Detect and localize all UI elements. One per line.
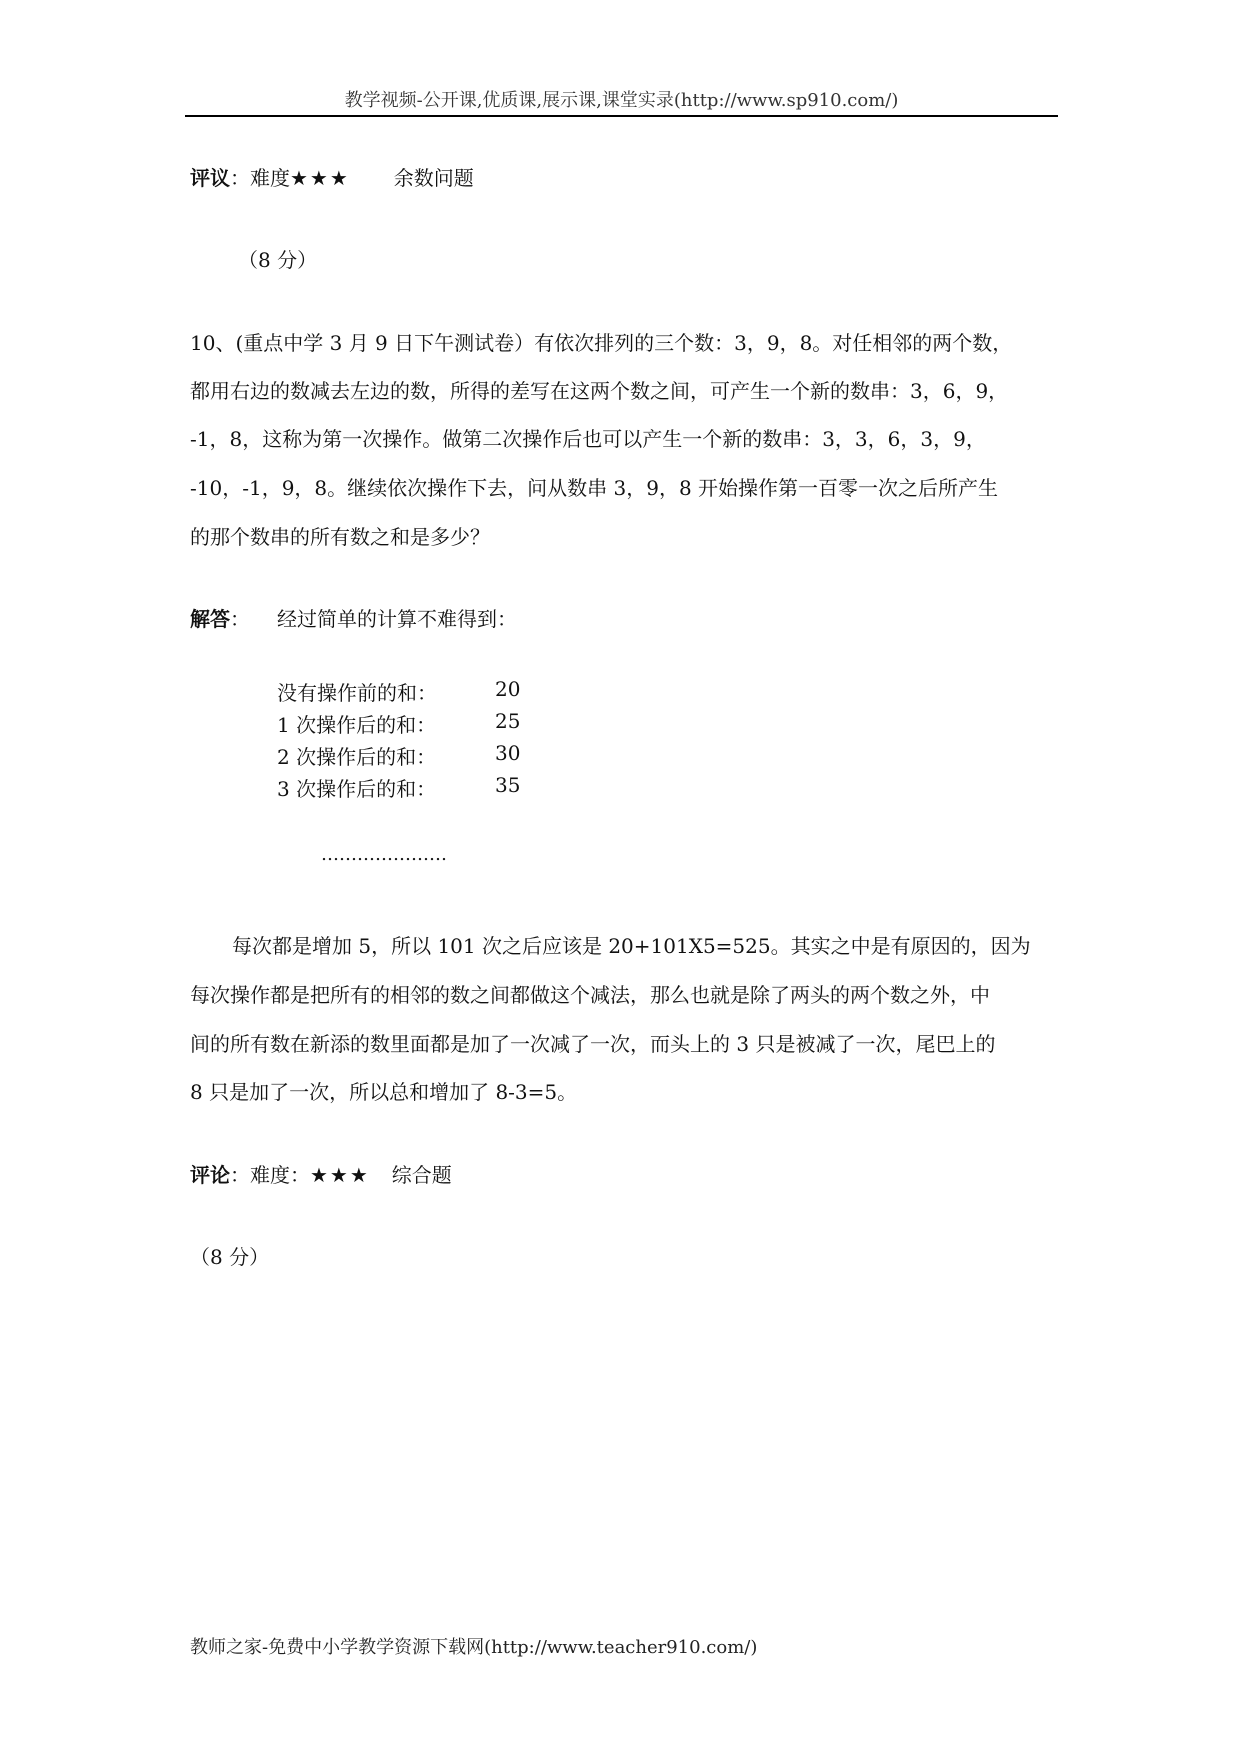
review-1-stars: ★★★ xyxy=(290,166,350,190)
review-2-stars: ★★★ xyxy=(310,1163,370,1187)
review-2-difficulty: 难度： xyxy=(250,1163,310,1187)
review-1-difficulty: 难度 xyxy=(250,166,290,190)
table-row-label: 1 次操作后的和： xyxy=(277,713,437,737)
table-row-label: 2 次操作后的和： xyxy=(277,745,437,769)
score-1: （8 分） xyxy=(238,248,318,272)
answer-label: 解答 xyxy=(190,607,230,631)
question-line-2: 都用右边的数减去左边的数，所得的差写在这两个数之间，可产生一个新的数串：3，6，9， xyxy=(190,379,1009,403)
answer-heading xyxy=(190,603,250,632)
review-1-topic: 余数问题 xyxy=(393,166,474,190)
explanation-line-2: 每次操作都是把所有的相邻的数之间都做这个减法，那么也就是除了两头的两个数之外，中 xyxy=(190,983,990,1007)
explanation-line-3: 间的所有数在新添的数里面都是加了一次减了一次，而头上的 3 只是被减了一次，尾巴上的 xyxy=(190,1032,996,1056)
review-2 xyxy=(190,1159,452,1188)
table-row-value: 25 xyxy=(495,709,521,733)
review-2-colon: ： xyxy=(230,1163,250,1187)
review-1 xyxy=(190,162,474,191)
score-2: （8 分） xyxy=(190,1245,270,1269)
review-2-topic: 综合题 xyxy=(391,1163,452,1187)
header-rule xyxy=(185,115,1058,117)
table-row-value: 30 xyxy=(495,741,521,765)
question-line-4: -10，-1，9，8。继续依次操作下去，问从数串 3，9，8 开始操作第一百零一次之后所产生 xyxy=(190,476,999,500)
question-line-1: 10、(重点中学 3 月 9 日下午测试卷）有依次排列的三个数：3，9，8。对任相邻的两个数， xyxy=(190,331,1013,355)
ellipsis: ………………… xyxy=(321,844,447,865)
table-row-label: 没有操作前的和： xyxy=(277,681,437,705)
table-row-label: 3 次操作后的和： xyxy=(277,777,437,801)
question-line-3: -1，8，这称为第一次操作。做第二次操作后也可以产生一个新的数串：3，3，6，3，9， xyxy=(190,427,986,451)
review-2-label: 评论 xyxy=(190,1163,230,1187)
answer-intro: 经过简单的计算不难得到： xyxy=(277,607,517,631)
review-1-colon: ： xyxy=(230,166,250,190)
page-footer: 教师之家-免费中小学教学资源下载网(http://www.teacher910.com/) xyxy=(190,1637,758,1658)
answer-colon: ： xyxy=(230,607,250,631)
table-row-value: 35 xyxy=(495,773,521,797)
page-header: 教学视频-公开课,优质课,展示课,课堂实录(http://www.sp910.com/) xyxy=(344,90,899,111)
table-row-value: 20 xyxy=(495,677,521,701)
question-line-5: 的那个数串的所有数之和是多少？ xyxy=(190,525,490,549)
explanation-line-1: 每次都是增加 5，所以 101 次之后应该是 20+101X5=525。其实之中是有原因的，因为 xyxy=(232,934,1031,958)
review-1-label: 评议 xyxy=(190,166,230,190)
explanation-line-4: 8 只是加了一次，所以总和增加了 8-3=5。 xyxy=(190,1080,578,1104)
